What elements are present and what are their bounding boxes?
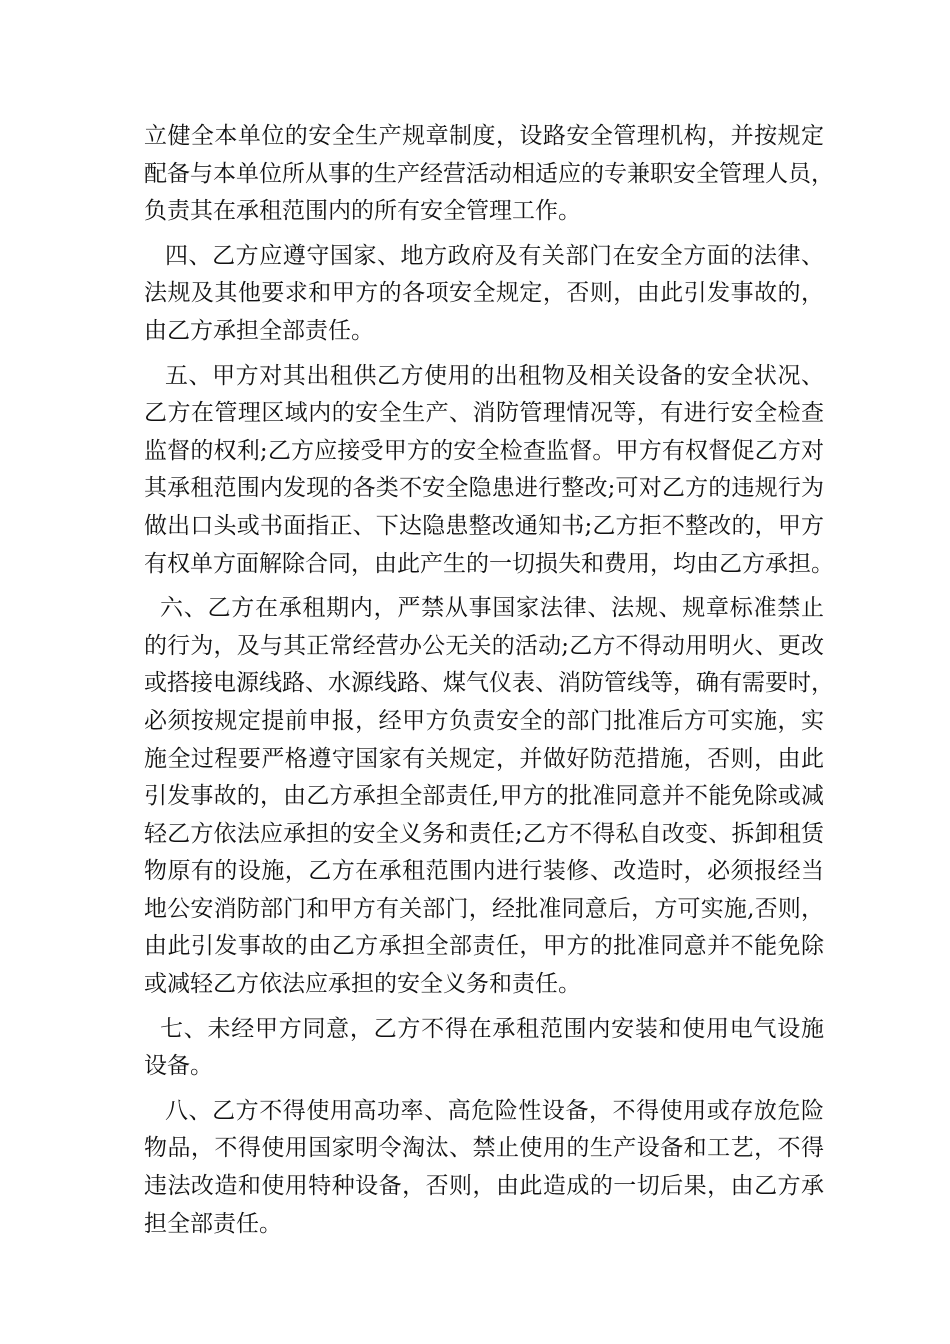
text-line: 法规及其他要求和甲方的各项安全规定，否则，由此引发事故的， bbox=[144, 280, 824, 307]
text-line: 立健全本单位的安全生产规章制度，设路安全管理机构，并按规定 bbox=[144, 123, 824, 149]
paragraph-5 bbox=[144, 358, 834, 584]
text-line: 配备与本单位所从事的生产经营活动相适应的专兼职安全管理人员， bbox=[144, 160, 834, 187]
text-line: 五、甲方对其出租供乙方使用的出租物及相关设备的安全状况、 bbox=[165, 362, 824, 389]
text-line: 六、乙方在承租期内，严禁从事国家法律、法规、规章标准禁止 bbox=[160, 595, 824, 622]
text-line: 由乙方承担全部责任。 bbox=[144, 317, 374, 344]
text-line: 地公安消防部门和甲方有关部门，经批准同意后，方可实施,否则， bbox=[144, 895, 824, 922]
text-line: 四、乙方应遵守国家、地方政府及有关部门在安全方面的法律、 bbox=[165, 242, 824, 269]
text-line: 引发事故的，由乙方承担全部责任,甲方的批准同意并不能免除或减 bbox=[144, 783, 824, 810]
text-line: 或搭接电源线路、水源线路、煤气仪表、消防管线等，确有需要时， bbox=[144, 670, 834, 697]
text-line: 其承租范围内发现的各类不安全隐患进行整改;可对乙方的违规行为 bbox=[144, 475, 824, 502]
text-line: 必须按规定提前申报，经甲方负责安全的部门批准后方可实施，实 bbox=[144, 707, 824, 734]
text-line: 监督的权利;乙方应接受甲方的安全检查监督。甲方有权督促乙方对 bbox=[144, 437, 824, 464]
paragraph-4 bbox=[144, 238, 824, 351]
text-line: 负责其在承租范围内的所有安全管理工作。 bbox=[144, 198, 581, 225]
text-line: 或减轻乙方依法应承担的安全义务和责任。 bbox=[144, 971, 581, 998]
document-body bbox=[144, 118, 834, 1243]
paragraph-7 bbox=[144, 1011, 824, 1086]
text-line: 轻乙方依法应承担的安全义务和责任;乙方不得私自改变、拆卸租赁 bbox=[144, 820, 824, 847]
text-line: 的行为，及与其正常经营办公无关的活动;乙方不得动用明火、更改 bbox=[144, 632, 824, 659]
text-line: 设备。 bbox=[144, 1053, 213, 1080]
text-line: 由此引发事故的由乙方承担全部责任，甲方的批准同意并不能免除 bbox=[144, 933, 824, 960]
text-line: 违法改造和使用特种设备，否则，由此造成的一切后果，由乙方承 bbox=[144, 1173, 824, 1200]
text-line: 七、未经甲方同意，乙方不得在承租范围内安装和使用电气设施 bbox=[160, 1015, 824, 1042]
paragraph-3-continuation bbox=[144, 118, 834, 231]
text-line: 物原有的设施，乙方在承租范围内进行装修、改造时，必须报经当 bbox=[144, 858, 824, 885]
text-line: 八、乙方不得使用高功率、高危险性设备，不得使用或存放危险 bbox=[165, 1097, 824, 1124]
text-line: 做出口头或书面指正、下达隐患整改通知书;乙方拒不整改的，甲方 bbox=[144, 512, 824, 539]
text-line: 乙方在管理区域内的安全生产、消防管理情况等，有进行安全检查 bbox=[144, 400, 824, 427]
paragraph-6 bbox=[144, 590, 834, 1004]
paragraph-8 bbox=[144, 1093, 824, 1243]
text-line: 施全过程要严格遵守国家有关规定，并做好防范措施，否则，由此 bbox=[144, 745, 824, 772]
text-line: 有权单方面解除合同，由此产生的一切损失和费用，均由乙方承担。 bbox=[144, 550, 834, 577]
text-line: 物品，不得使用国家明令淘汰、禁止使用的生产设备和工艺，不得 bbox=[144, 1135, 824, 1162]
text-line: 担全部责任。 bbox=[144, 1210, 282, 1237]
